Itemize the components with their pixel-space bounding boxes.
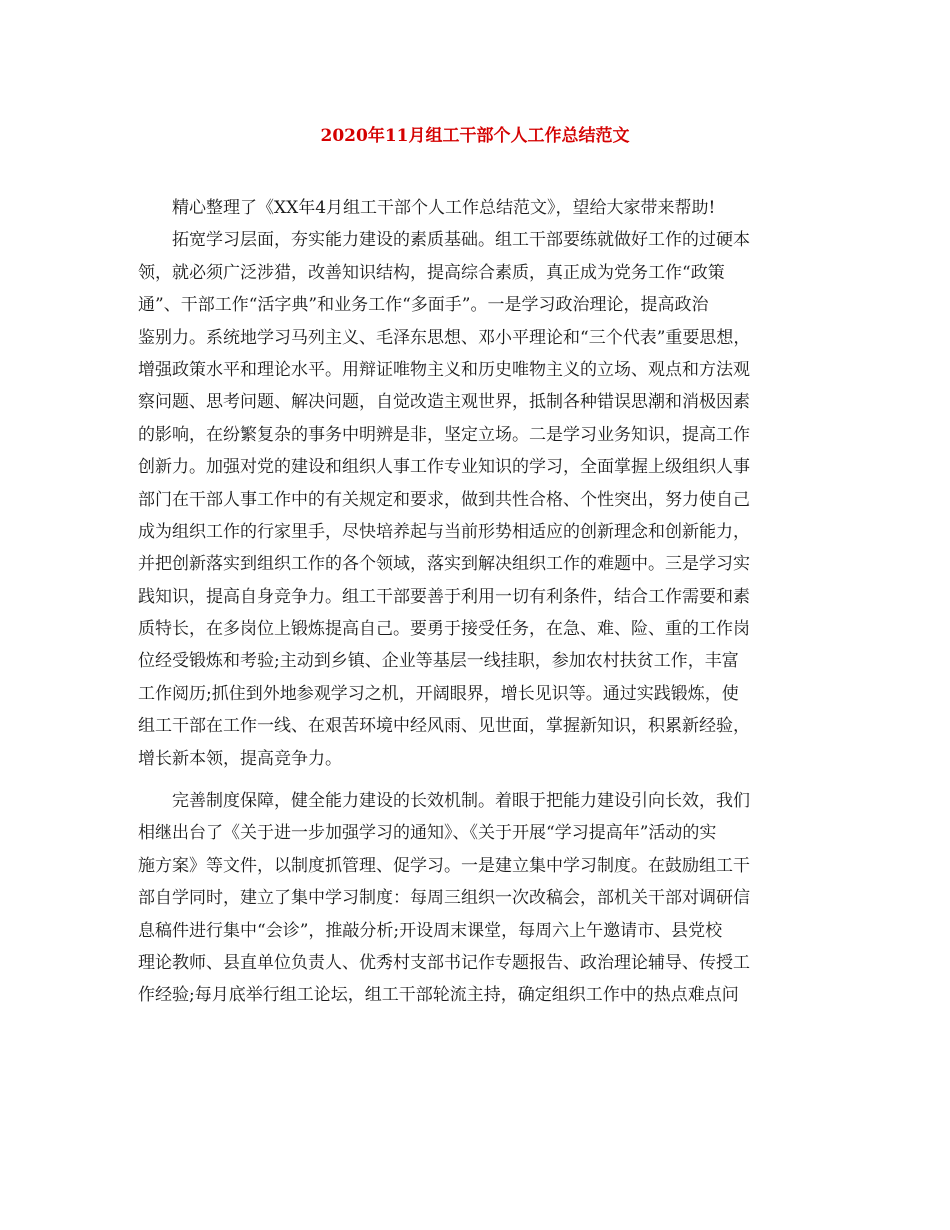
text-line: 察问题、思考问题、解决问题，自觉改造主观世界，抵制各种错误思潮和消极因素: [138, 392, 750, 413]
text-line: 相继出台了《关于进一步加强学习的通知》、《关于开展“学习提高年”活动的实: [138, 823, 717, 844]
text-line: 成为组织工作的行家里手，尽快培养起与当前形势相适应的创新理念和创新能力，: [138, 521, 750, 542]
text-line: 通”、干部工作“活字典”和业务工作“多面手”。一是学习政治理论，提高政治: [138, 295, 709, 316]
text-line: 组工干部在工作一线、在艰苦环境中经风雨、见世面，掌握新知识，积累新经验，: [138, 716, 750, 737]
text-line: 增长新本领，提高竞争力。: [138, 748, 342, 769]
text-line: 领，就必须广泛涉猎，改善知识结构，提高综合素质，真正成为党务工作“政策: [138, 262, 725, 283]
text-line: 理论教师、县直单位负责人、优秀村支部书记作专题报告、政治理论辅导、传授工: [138, 952, 750, 973]
document-title: 2020年11月组工干部个人工作总结范文: [320, 126, 630, 146]
document-body: [138, 192, 818, 1012]
text-line: 部门在干部人事工作中的有关规定和要求，做到共性合格、个性突出，努力使自己: [138, 489, 750, 510]
paragraph-gap: [138, 775, 818, 785]
text-line: 完善制度保障，健全能力建设的长效机制。着眼于把能力建设引向长效，我们: [138, 791, 750, 812]
text-line: 息稿件进行集中“会诊”，推敲分析;开设周末课堂，每周六上午邀请市、县党校: [138, 920, 723, 941]
text-line: 拓宽学习层面，夯实能力建设的素质基础。组工干部要练就做好工作的过硬本: [138, 230, 750, 251]
text-line: 位经受锻炼和考验;主动到乡镇、企业等基层一线挂职，参加农村扶贫工作，丰富: [138, 651, 739, 672]
text-line: 鉴别力。系统地学习马列主义、毛泽东思想、邓小平理论和“三个代表”重要思想，: [138, 327, 751, 348]
text-line: 践知识，提高自身竞争力。组工干部要善于利用一切有利条件，结合工作需要和素: [138, 586, 750, 607]
text-line: 施方案》等文件，以制度抓管理、促学习。一是建立集中学习制度。在鼓励组工干: [138, 855, 750, 876]
text-line: 增强政策水平和理论水平。用辩证唯物主义和历史唯物主义的立场、观点和方法观: [138, 359, 750, 380]
text-line: 工作阅历;抓住到外地参观学习之机，开阔眼界，增长见识等。通过实践锻炼，使: [138, 683, 739, 704]
text-line: 精心整理了《XX年4月组工干部个人工作总结范文》，望给大家带来帮助!: [138, 198, 716, 218]
text-line: 的影响，在纷繁复杂的事务中明辨是非，坚定立场。二是学习业务知识，提高工作: [138, 424, 750, 445]
paragraph-system: [138, 785, 818, 1012]
text-line: 创新力。加强对党的建设和组织人事工作专业知识的学习，全面掌握上级组织人事: [138, 457, 750, 478]
text-line: 部自学同时，建立了集中学习制度：每周三组织一次改稿会，部机关干部对调研信: [138, 888, 750, 909]
text-line: 质特长，在多岗位上锻炼提高自己。要勇于接受任务，在急、难、险、重的工作岗: [138, 619, 750, 640]
text-line: 并把创新落实到组织工作的各个领域，落实到解决组织工作的难题中。三是学习实: [138, 554, 750, 575]
text-line: 作经验;每月底举行组工论坛，组工干部轮流主持，确定组织工作中的热点难点问: [138, 985, 739, 1006]
paragraph-intro: [138, 192, 818, 224]
paragraph-learning: [138, 224, 818, 775]
